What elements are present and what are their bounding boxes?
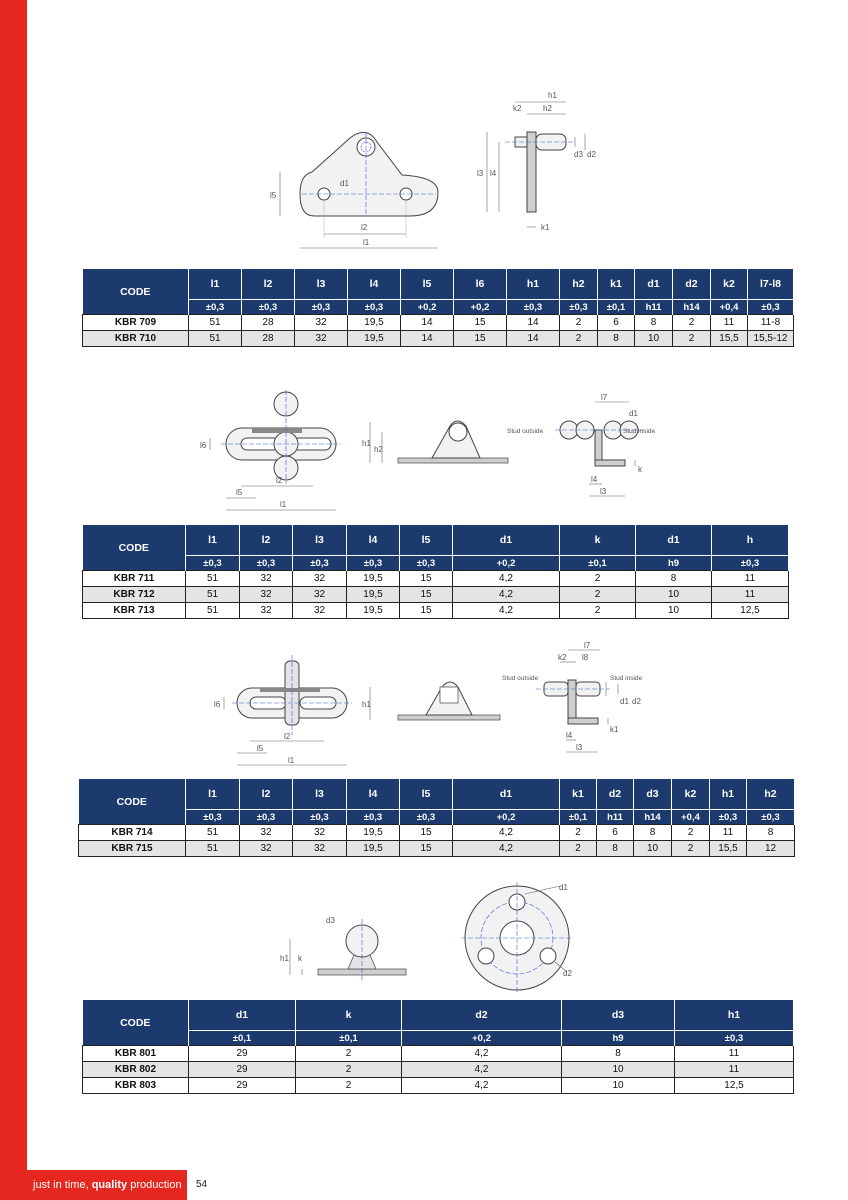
table-cell: 11 — [712, 571, 789, 587]
tolerance-header: ±0,3 — [242, 300, 295, 315]
dim-label: d1 — [559, 883, 568, 892]
drawing-kbr714-side-view — [362, 675, 504, 725]
table-cell: 2 — [560, 571, 636, 587]
table-cell: 4,2 — [453, 587, 560, 603]
table-cell: 2 — [560, 825, 597, 841]
table-cell: 10 — [636, 587, 712, 603]
product-code: KBR 712 — [83, 587, 186, 603]
table-cell: 32 — [240, 571, 293, 587]
table-cell: 19,5 — [347, 587, 400, 603]
table-cell: 8 — [636, 571, 712, 587]
dim-label: h1 — [362, 700, 371, 709]
table-cell: 14 — [401, 331, 454, 347]
table-cell: 15,5-12 — [748, 331, 794, 347]
dim-label: d2 — [563, 969, 572, 978]
drawing-kbr714-stud-view — [500, 640, 660, 755]
dim-label: k2 — [513, 104, 522, 113]
column-header: l4 — [348, 269, 401, 300]
table-cell: 2 — [296, 1046, 402, 1062]
tolerance-header: +0,2 — [401, 300, 454, 315]
column-header: k — [296, 1000, 402, 1031]
dim-label: k — [638, 465, 642, 474]
table-cell: 2 — [560, 587, 636, 603]
column-header: k2 — [672, 779, 710, 810]
column-header: d1 — [189, 1000, 296, 1031]
dim-label: h2 — [374, 445, 383, 454]
column-header: l5 — [400, 779, 453, 810]
column-header: l4 — [347, 779, 400, 810]
column-header: l3 — [293, 779, 347, 810]
column-header: k1 — [560, 779, 597, 810]
dim-label: d3 — [574, 150, 583, 159]
tolerance-header: h9 — [562, 1031, 675, 1046]
table-cell: 51 — [186, 841, 240, 857]
table-cell: 12 — [747, 841, 795, 857]
table-cell: 15 — [400, 825, 453, 841]
dim-label: d3 — [326, 916, 335, 925]
table-cell: 32 — [240, 603, 293, 619]
table-cell: 11 — [712, 587, 789, 603]
table-cell: 8 — [562, 1046, 675, 1062]
table-cell: 15 — [400, 841, 453, 857]
code-header: CODE — [83, 525, 186, 571]
table-cell: 19,5 — [347, 825, 400, 841]
table-cell: 2 — [673, 331, 711, 347]
column-header: d2 — [673, 269, 711, 300]
dim-label: l2 — [276, 476, 283, 485]
tolerance-header: +0,4 — [711, 300, 748, 315]
table-cell: 32 — [240, 825, 293, 841]
dim-label: d2 — [632, 697, 641, 706]
table-cell: 32 — [293, 571, 347, 587]
table-cell: 15 — [454, 315, 507, 331]
dim-label: l7 — [584, 641, 591, 650]
dim-label: l1 — [363, 238, 370, 247]
dim-label: d2 — [587, 150, 596, 159]
column-header: l2 — [240, 525, 293, 556]
tolerance-header: ±0,1 — [560, 556, 636, 571]
page-number: 54 — [196, 1179, 208, 1190]
table-cell: 12,5 — [675, 1078, 794, 1094]
table-cell: 2 — [672, 841, 710, 857]
table-cell: 8 — [634, 825, 672, 841]
table-cell: 4,2 — [402, 1078, 562, 1094]
table-row — [83, 571, 789, 587]
tagline-bold-text: quality — [91, 1179, 128, 1191]
table-cell: 4,2 — [402, 1062, 562, 1078]
dim-label: l1 — [280, 500, 287, 509]
tolerance-header: +0,2 — [453, 556, 560, 571]
dim-label: h1 — [548, 91, 557, 100]
tolerance-header: ±0,3 — [240, 810, 293, 825]
tolerance-header: ±0,3 — [186, 810, 240, 825]
column-header: d2 — [597, 779, 634, 810]
table-cell: 4,2 — [453, 571, 560, 587]
dim-label: l2 — [361, 223, 368, 232]
table-cell: 10 — [562, 1078, 675, 1094]
table-cell: 2 — [560, 603, 636, 619]
table-cell: 32 — [295, 315, 348, 331]
table-cell: 8 — [597, 841, 634, 857]
column-header: l1 — [186, 779, 240, 810]
table-row — [83, 587, 789, 603]
column-header: h1 — [675, 1000, 794, 1031]
table-cell: 14 — [507, 315, 560, 331]
product-code: KBR 709 — [83, 315, 189, 331]
spec-table-kbr709-710 — [82, 269, 794, 347]
table-cell: 4,2 — [453, 841, 560, 857]
column-header: k — [560, 525, 636, 556]
dim-label: h1 — [362, 439, 371, 448]
table-cell: 15,5 — [710, 841, 747, 857]
table-row — [83, 331, 794, 347]
spec-table-kbr711-713 — [82, 525, 789, 619]
tolerance-header: ±0,3 — [189, 300, 242, 315]
tolerance-header: ±0,3 — [295, 300, 348, 315]
table-row — [83, 1046, 794, 1062]
dim-label: Stud inside — [610, 675, 643, 682]
tolerance-header: h9 — [636, 556, 712, 571]
table-cell: 2 — [560, 331, 598, 347]
product-code: KBR 711 — [83, 571, 186, 587]
spec-table-kbr714-715 — [78, 779, 795, 857]
column-header: l2 — [240, 779, 293, 810]
column-header: d1 — [636, 525, 712, 556]
dim-label: k2 — [558, 653, 567, 662]
table-cell: 19,5 — [347, 603, 400, 619]
table-cell: 2 — [296, 1062, 402, 1078]
product-code: KBR 710 — [83, 331, 189, 347]
column-header: k2 — [711, 269, 748, 300]
tolerance-header: ±0,3 — [400, 810, 453, 825]
footer-tagline — [27, 1170, 187, 1200]
red-side-bar — [0, 0, 27, 1200]
tolerance-header: h14 — [634, 810, 672, 825]
table-cell: 19,5 — [348, 315, 401, 331]
column-header: l4 — [347, 525, 400, 556]
table-row — [79, 841, 795, 857]
tolerance-header: ±0,3 — [400, 556, 453, 571]
dim-label: Stud outside — [502, 675, 539, 682]
table-cell: 29 — [189, 1062, 296, 1078]
column-header: d1 — [453, 779, 560, 810]
table-cell: 10 — [562, 1062, 675, 1078]
tolerance-header: ±0,3 — [293, 556, 347, 571]
drawing-kbr711-top-view — [196, 388, 346, 513]
dim-label: l1 — [288, 756, 295, 765]
column-header: d1 — [453, 525, 560, 556]
table-cell: 8 — [635, 315, 673, 331]
table-cell: 15 — [400, 603, 453, 619]
column-header: d3 — [562, 1000, 675, 1031]
code-header: CODE — [83, 269, 189, 315]
column-header: l6 — [454, 269, 507, 300]
dim-label: Stud outside — [507, 428, 544, 435]
dim-label: l6 — [214, 700, 221, 709]
table-cell: 14 — [507, 331, 560, 347]
tolerance-header: +0,2 — [454, 300, 507, 315]
dim-label: l6 — [200, 441, 207, 450]
table-cell: 32 — [293, 587, 347, 603]
table-cell: 4,2 — [453, 603, 560, 619]
column-header: l3 — [293, 525, 347, 556]
dim-label: k — [298, 954, 302, 963]
drawing-kbr711-stud-view — [505, 392, 665, 502]
drawing-kbr711-side-view — [362, 412, 512, 472]
table-cell: 6 — [598, 315, 635, 331]
tolerance-header: +0,2 — [402, 1031, 562, 1046]
tolerance-header: ±0,1 — [560, 810, 597, 825]
table-cell: 4,2 — [453, 825, 560, 841]
dim-label: l7 — [601, 393, 608, 402]
table-cell: 29 — [189, 1046, 296, 1062]
product-code: KBR 803 — [83, 1078, 189, 1094]
tolerance-header: ±0,3 — [347, 810, 400, 825]
table-cell: 10 — [635, 331, 673, 347]
dim-label: l3 — [576, 743, 583, 752]
column-header: l1 — [186, 525, 240, 556]
table-cell: 51 — [186, 603, 240, 619]
table-cell: 2 — [560, 841, 597, 857]
dim-label: l4 — [566, 731, 573, 740]
tagline-text: just in time, — [33, 1179, 92, 1191]
dim-label: l2 — [284, 732, 291, 741]
dim-label: d1 — [340, 179, 349, 188]
table-cell: 11 — [675, 1062, 794, 1078]
product-code: KBR 713 — [83, 603, 186, 619]
column-header: l2 — [242, 269, 295, 300]
table-cell: 10 — [634, 841, 672, 857]
dim-label: l4 — [591, 475, 598, 484]
dim-label: l8 — [582, 653, 589, 662]
column-header: d2 — [402, 1000, 562, 1031]
column-header: l5 — [400, 525, 453, 556]
product-code: KBR 715 — [79, 841, 186, 857]
tolerance-header: h11 — [635, 300, 673, 315]
spec-table-kbr801-803 — [82, 1000, 794, 1094]
drawing-kbr714-top-view — [212, 655, 354, 767]
table-cell: 19,5 — [347, 841, 400, 857]
dim-label: l5 — [236, 488, 243, 497]
tolerance-header: h14 — [673, 300, 711, 315]
table-cell: 11 — [675, 1046, 794, 1062]
table-cell: 4,2 — [402, 1046, 562, 1062]
table-cell: 28 — [242, 315, 295, 331]
column-header: h2 — [747, 779, 795, 810]
drawing-kbr709-side-view — [475, 82, 605, 237]
table-cell: 19,5 — [347, 571, 400, 587]
tolerance-header: ±0,3 — [186, 556, 240, 571]
table-cell: 8 — [598, 331, 635, 347]
dim-label: h1 — [280, 954, 289, 963]
column-header: d1 — [635, 269, 673, 300]
product-code: KBR 802 — [83, 1062, 189, 1078]
tolerance-header: ±0,3 — [712, 556, 789, 571]
table-cell: 6 — [597, 825, 634, 841]
tolerance-header: ±0,3 — [347, 556, 400, 571]
tolerance-header: ±0,3 — [348, 300, 401, 315]
column-header: h1 — [710, 779, 747, 810]
table-cell: 11-8 — [748, 315, 794, 331]
column-header: k1 — [598, 269, 635, 300]
tolerance-header: ±0,3 — [240, 556, 293, 571]
table-cell: 15 — [400, 571, 453, 587]
drawing-kbr709-top-view — [262, 120, 452, 260]
tolerance-header: h11 — [597, 810, 634, 825]
tolerance-header: ±0,3 — [748, 300, 794, 315]
table-cell: 2 — [672, 825, 710, 841]
table-cell: 2 — [673, 315, 711, 331]
product-code: KBR 801 — [83, 1046, 189, 1062]
table-cell: 10 — [636, 603, 712, 619]
tolerance-header: +0,2 — [453, 810, 560, 825]
table-cell: 14 — [401, 315, 454, 331]
dim-label: l4 — [490, 169, 497, 178]
table-row — [83, 603, 789, 619]
table-row — [83, 1078, 794, 1094]
dim-label: h2 — [543, 104, 552, 113]
table-cell: 12,5 — [712, 603, 789, 619]
table-cell: 15 — [400, 587, 453, 603]
dim-label: k1 — [541, 223, 550, 232]
table-cell: 51 — [186, 825, 240, 841]
table-cell: 51 — [186, 587, 240, 603]
column-header: h2 — [560, 269, 598, 300]
drawing-kbr801-side-view — [278, 905, 423, 985]
tolerance-header: +0,4 — [672, 810, 710, 825]
column-header: d3 — [634, 779, 672, 810]
table-cell: 51 — [189, 331, 242, 347]
dim-label: d1 — [620, 697, 629, 706]
tolerance-header: ±0,1 — [189, 1031, 296, 1046]
tolerance-header: ±0,3 — [560, 300, 598, 315]
column-header: h1 — [507, 269, 560, 300]
table-cell: 32 — [295, 331, 348, 347]
dim-label: l5 — [257, 744, 264, 753]
table-cell: 19,5 — [348, 331, 401, 347]
table-cell: 51 — [189, 315, 242, 331]
tolerance-header: ±0,3 — [507, 300, 560, 315]
dim-label: d1 — [629, 409, 638, 418]
column-header: l7-l8 — [748, 269, 794, 300]
table-cell: 32 — [240, 841, 293, 857]
table-cell: 51 — [186, 571, 240, 587]
table-cell: 11 — [710, 825, 747, 841]
product-code: KBR 714 — [79, 825, 186, 841]
table-cell: 29 — [189, 1078, 296, 1094]
tolerance-header: ±0,1 — [296, 1031, 402, 1046]
tagline-text-end: production — [127, 1179, 182, 1191]
tolerance-header: ±0,1 — [598, 300, 635, 315]
code-header: CODE — [83, 1000, 189, 1046]
dim-label: l5 — [270, 191, 277, 200]
table-cell: 2 — [296, 1078, 402, 1094]
tolerance-header: ±0,3 — [710, 810, 747, 825]
dim-label: Stud inside — [623, 428, 656, 435]
code-header: CODE — [79, 779, 186, 825]
table-cell: 15,5 — [711, 331, 748, 347]
table-cell: 11 — [711, 315, 748, 331]
table-cell: 32 — [293, 603, 347, 619]
table-cell: 32 — [293, 825, 347, 841]
table-row — [83, 1062, 794, 1078]
drawing-kbr801-top-view — [455, 878, 590, 998]
tolerance-header: ±0,3 — [675, 1031, 794, 1046]
table-row — [83, 315, 794, 331]
table-cell: 2 — [560, 315, 598, 331]
dim-label: l3 — [600, 487, 607, 496]
column-header: l1 — [189, 269, 242, 300]
dim-label: l3 — [477, 169, 484, 178]
column-header: l3 — [295, 269, 348, 300]
dim-label: k1 — [610, 725, 619, 734]
table-cell: 28 — [242, 331, 295, 347]
tolerance-header: ±0,3 — [293, 810, 347, 825]
tolerance-header: ±0,3 — [747, 810, 795, 825]
table-cell: 32 — [293, 841, 347, 857]
table-cell: 32 — [240, 587, 293, 603]
column-header: h — [712, 525, 789, 556]
table-cell: 15 — [454, 331, 507, 347]
column-header: l5 — [401, 269, 454, 300]
table-cell: 8 — [747, 825, 795, 841]
table-row — [79, 825, 795, 841]
